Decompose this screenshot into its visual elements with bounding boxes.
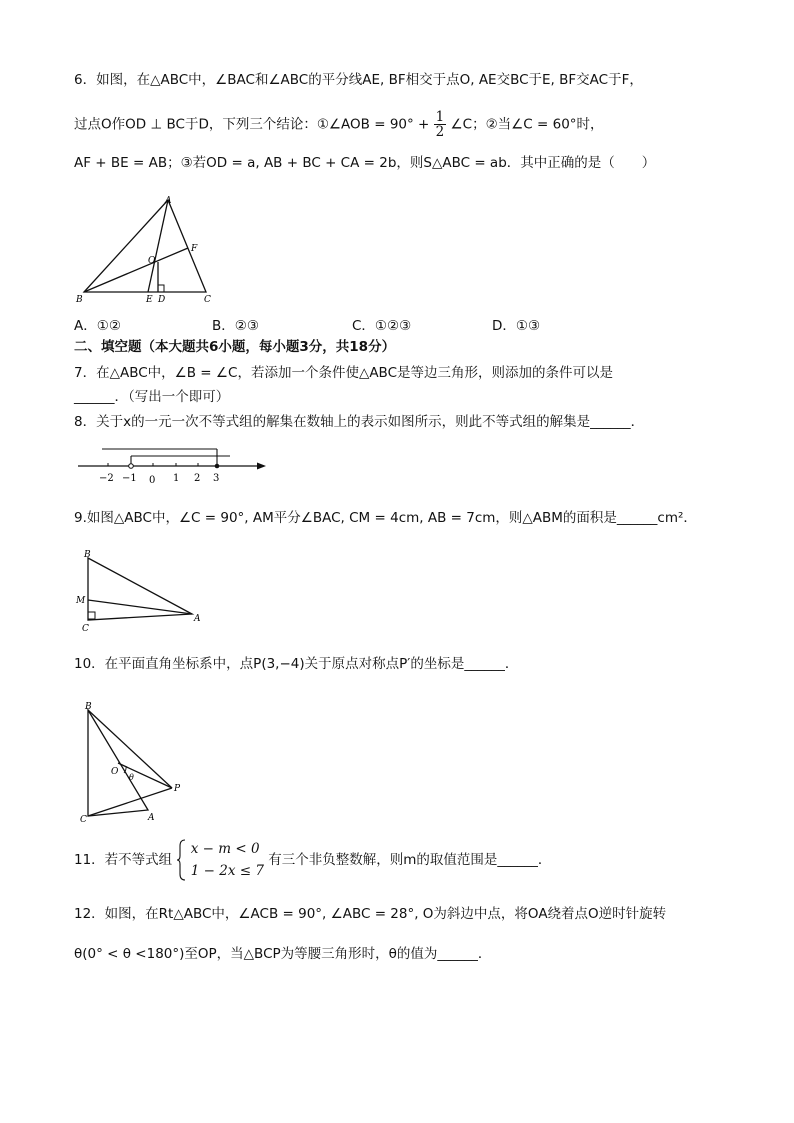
q8-tick-0: 0 (149, 475, 156, 486)
q6-line2b: ∠C；②当∠C = 60°时， (450, 116, 604, 133)
q6-line2a: 过点O作OD ⊥ BC于D，下列三个结论：①∠AOB = 90° + (74, 116, 430, 133)
q6-label-A: A (165, 196, 172, 206)
q6-line3: AF + BE = AB；③若OD = a, AB + BC + CA = 2b，则S△ABC = ab．其中正确的是（ ） (74, 155, 656, 171)
q12-line2: θ(0° < θ <180°)至OP，当△BCP为等腰三角形时，θ的值为______． (74, 946, 492, 962)
q6-label-B: B (76, 295, 83, 305)
q8-tick-3: 3 (213, 473, 220, 484)
q6-option-d: D．①③ (492, 318, 541, 334)
q11-eq1: x − m < 0 (190, 841, 260, 857)
q6-line2 (74, 110, 604, 139)
section2-heading: 二、填空题（本大题共6小题，每小题3分，共18分） (74, 339, 396, 355)
q6-line1: 6．如图，在△ABC中，∠BAC和∠ABC的平分线AE, BF相交于点O, AE交BC于E, BF交AC于F， (74, 72, 643, 88)
q12fig-label-theta: θ (129, 773, 134, 782)
q9-label-A: A (194, 614, 201, 624)
q6-label-O: O (148, 256, 156, 266)
q9-label-B: B (84, 550, 91, 560)
q9-label-C: C (82, 624, 89, 634)
q9-line1: 9.如图△ABC中，∠C = 90°, AM平分∠BAC, CM = 4cm, AB = 7cm，则△ABM的面积是______cm²． (74, 510, 697, 526)
q8-line1: 8．关于x的一元一次不等式组的解集在数轴上的表示如图所示，则此不等式组的解集是______． (74, 414, 645, 430)
q12fig-label-B: B (85, 702, 92, 712)
q6-option-b: B．②③ (212, 318, 259, 334)
q11-brace (176, 839, 186, 881)
q12fig-label-C: C (80, 815, 87, 824)
q6-label-D: D (158, 295, 166, 305)
q11-post: 有三个非负整数解，则m的取值范围是______． (268, 852, 552, 868)
q9-label-M: M (76, 596, 86, 606)
q6-option-c: C．①②③ (352, 318, 412, 334)
q10-line1: 10．在平面直角坐标系中，点P(3,−4)关于原点对称点P′的坐标是______． (74, 656, 519, 672)
q12fig-label-A: A (148, 813, 155, 823)
q6-fraction (434, 110, 447, 139)
q9-triangle-figure (74, 548, 214, 634)
q8-number-line (76, 446, 272, 488)
q6-label-C: C (204, 295, 211, 305)
q6-label-E: E (146, 295, 153, 305)
q12-line1: 12．如图，在Rt△ABC中，∠ACB = 90°, ∠ABC = 28°, O为斜边中点，将OA绕着点O逆时针旋转 (74, 906, 667, 922)
q11-line (74, 838, 551, 882)
q11-eq2: 1 − 2x ≤ 7 (190, 863, 264, 879)
q6-label-F: F (191, 244, 198, 254)
q8-tick-minus1: −1 (122, 473, 137, 484)
q8-tick-minus2: −2 (99, 473, 114, 484)
q12-triangle-figure (74, 700, 194, 824)
q7-line2: ______．（写出一个即可） (74, 389, 230, 405)
q6-frac-num: 1 (435, 109, 445, 125)
q12fig-label-O: O (111, 767, 119, 777)
q12fig-label-P: P (174, 784, 181, 794)
q6-frac-den: 2 (435, 124, 445, 140)
q8-tick-1: 1 (173, 473, 180, 484)
q8-tick-2: 2 (194, 473, 201, 484)
q6-triangle-figure (70, 190, 230, 308)
q11-system (191, 838, 264, 882)
q6-option-a: A．①② (74, 318, 121, 334)
q7-line1: 7．在△ABC中，∠B = ∠C，若添加一个条件使△ABC是等边三角形，则添加的条件可以是 (74, 365, 614, 381)
q11-pre: 11．若不等式组 (74, 852, 173, 868)
